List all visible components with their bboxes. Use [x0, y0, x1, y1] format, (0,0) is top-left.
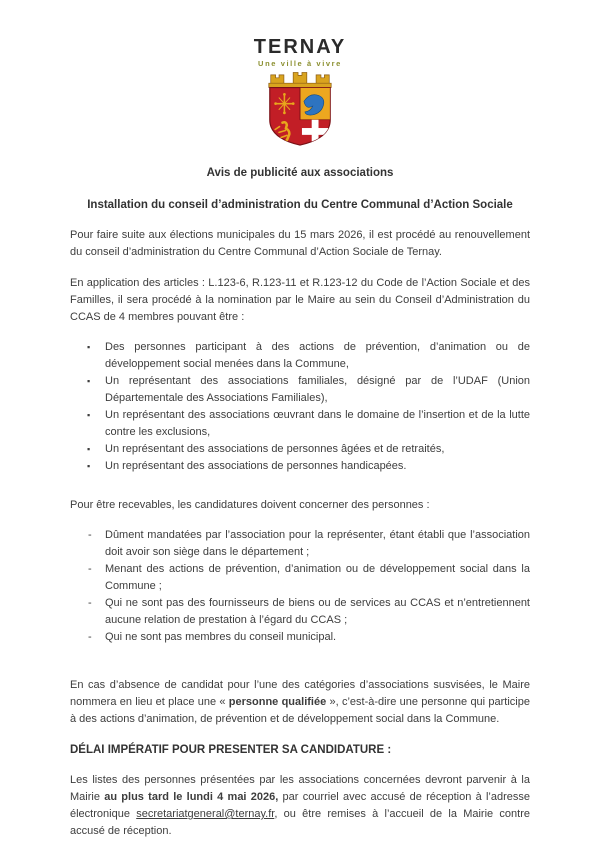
paragraph-deadline — [70, 772, 530, 840]
list-item: ▪ Des personnes participant à des actions de prévention, d’animation ou de développement social menées dans la Commune, — [105, 339, 530, 373]
list-item: ▪ Un représentant des associations familiales, désigné par de l’UDAF (Union Départementale des Associations Familiales), — [105, 373, 530, 407]
list-item: ▪ Un représentant des associations œuvrant dans le domaine de l’insertion et de la lutte contre les exclusions, — [105, 407, 530, 441]
town-logo — [70, 36, 530, 149]
list-item: ▪ Un représentant des associations de personnes handicapées. — [105, 458, 530, 475]
text-segment: , ou être remises à l’accueil de la Mairie contre accusé de réception. — [70, 808, 530, 837]
document-title: Avis de publicité aux associations — [206, 167, 394, 179]
list-item: - Qui ne sont pas des fournisseurs de biens ou de services au CCAS et n’entretiennent aucune relation de prestation à l’égard du CCAS ; — [105, 595, 530, 629]
text-segment: par courriel avec accusé de réception à l’adresse électronique — [70, 791, 530, 820]
member-categories-list — [70, 339, 530, 475]
text-segment: Les listes des personnes présentées par les associations concernées devront parvenir à la Mairie — [70, 774, 530, 803]
text-segment: En cas d’absence de candidat pour l’une des catégories d’associations susvisées, le Maire nommera en lieu et place une « — [70, 679, 530, 708]
paragraph-fallback-appointment — [70, 677, 530, 728]
logo-title: TERNAY — [253, 36, 347, 58]
list-item: - Dûment mandatées par l’association pour la représenter, étant établi que l’association doit avoir son siège dans le département ; — [105, 527, 530, 561]
eligibility-conditions-list — [70, 527, 530, 646]
logo-tagline: Une ville à vivre — [258, 59, 342, 68]
mural-crown-icon — [269, 72, 331, 87]
email-link[interactable]: secretariatgeneral@ternay.fr — [136, 808, 275, 820]
text-segment: personne qualifiée — [228, 696, 327, 708]
text-segment: », c’est-à-dire une personne qui participe à des actions d’animation, de prévention et de développement social dans la Commune. — [70, 696, 530, 725]
paragraph-eligibility-intro: Pour être recevables, les candidatures doivent concerner des personnes : — [70, 499, 430, 511]
document-subtitle: Installation du conseil d’administration du Centre Communal d’Action Sociale — [87, 199, 513, 211]
paragraph-legal-basis: En application des articles : L.123-6, R.123-11 et R.123-12 du Code de l’Action Sociale et des Familles, il sera procédé à la nomination par le Maire au sein du Conseil d’Administration du CCAS de 4 membres pouvant être : — [70, 277, 530, 323]
paragraph-intro: Pour faire suite aux élections municipales du 15 mars 2026, il est procédé au renouvellement du conseil d’administration du Centre Communal d’Action Sociale de Ternay. — [70, 229, 530, 258]
list-item: ▪ Un représentant des associations de personnes âgées et de retraités, — [105, 441, 530, 458]
list-item: - Qui ne sont pas membres du conseil municipal. — [105, 629, 530, 646]
text-segment: au plus tard le lundi 4 mai 2026, — [104, 791, 279, 803]
list-item: - Menant des actions de prévention, d’animation ou de développement social dans la Commune ; — [105, 561, 530, 595]
deadline-heading: DÉLAI IMPÉRATIF POUR PRESENTER SA CANDIDATURE : — [70, 744, 392, 756]
coat-of-arms-icon — [256, 71, 344, 149]
